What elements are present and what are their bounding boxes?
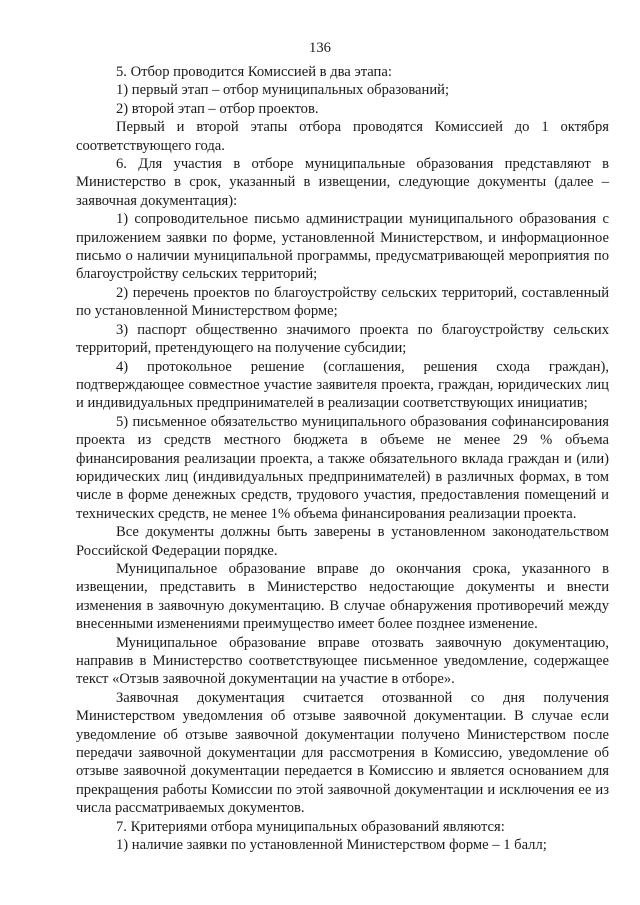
paragraph-document-cofinancing: 5) письменное обязательство муниципального образования софинансирования проекта из средств местного бюджета в объеме не менее 29 % объема финансирования реализации проекта, а также обязательного вклада граждан и (или) юридических лиц (индивидуальных предпринимателей) в различных формах, в том числе в форме денежных средств, трудового участия, предоставления помещений и технических средств, не менее 1% объема финансирования реализации проекта.: [76, 413, 609, 522]
paragraph-document-cover-letter: 1) сопроводительное письмо администрации муниципального образования с приложением заявки по форме, установленной Министерством, и информационное письмо о наличии муниципальной программы, предусматривающей мероприятия по благоустройству сельских территорий;: [76, 211, 609, 283]
paragraph-criterion-one: 1) наличие заявки по установленной Министерством форме – 1 балл;: [116, 837, 547, 854]
paragraph-document-project-list: 2) перечень проектов по благоустройству сельских территорий, составленный по установленной Министерством форме;: [76, 284, 609, 320]
paragraph-stage-two: 2) второй этап – отбор проектов.: [116, 100, 319, 117]
paragraph-required-documents: 6. Для участия в отборе муниципальные образования представляют в Министерство в срок, указанный в извещении, следующие документы (далее – заявочная документация):: [76, 156, 609, 209]
paragraph-amendments: Муниципальное образование вправе до окончания срока, указанного в извещении, представить в Министерство недостающие документы и внести изменения в заявочную документацию. В случае обнаружения противоречий между внесенными изменениями преимущество имеет более позднее изменение.: [76, 560, 609, 633]
document-body: [76, 63, 609, 854]
paragraph-withdrawal-right: Муниципальное образование вправе отозвать заявочную документацию, направив в Министерство соответствующее письменное уведомление, содержащее текст «Отзыв заявочной документации на участие в отборе».: [76, 634, 609, 688]
paragraph-document-passport: 3) паспорт общественно значимого проекта по благоустройству сельских территорий, претендующего на получение субсидии;: [76, 321, 609, 357]
paragraph-withdrawal-effect: Заявочная документация считается отозванной со дня получения Министерством уведомления об отзыве заявочной документации. В случае если уведомление об отзыве заявочной документации получено Министерством после передачи заявочной документации для рассмотрения в Комиссию, уведомление об отзыве заявочной документации передается в Комиссию и является основанием для прекращения работы Комиссии по этой заявочной документации и исключения ее из числа рассматриваемых документов.: [76, 689, 609, 817]
paragraph-selection-deadline: Первый и второй этапы отбора проводятся Комиссией до 1 октября соответствующего года.: [76, 119, 609, 154]
paragraph-certification: Все документы должны быть заверены в установленном законодательством Российской Федерации порядке.: [76, 524, 609, 559]
paragraph-stage-one: 1) первый этап – отбор муниципальных образований;: [116, 82, 450, 99]
page-number: 136: [309, 40, 331, 56]
paragraph-selection-stages: 5. Отбор проводится Комиссией в два этапа:: [116, 64, 392, 80]
paragraph-selection-criteria: 7. Критериями отбора муниципальных образований являются:: [116, 818, 505, 835]
paragraph-document-protocol: 4) протокольное решение (соглашения, решения схода граждан), подтверждающее совместное участие заявителя проекта, граждан, юридических лиц и индивидуальных предпринимателей в реализации соответствующих инициатив;: [76, 358, 609, 412]
